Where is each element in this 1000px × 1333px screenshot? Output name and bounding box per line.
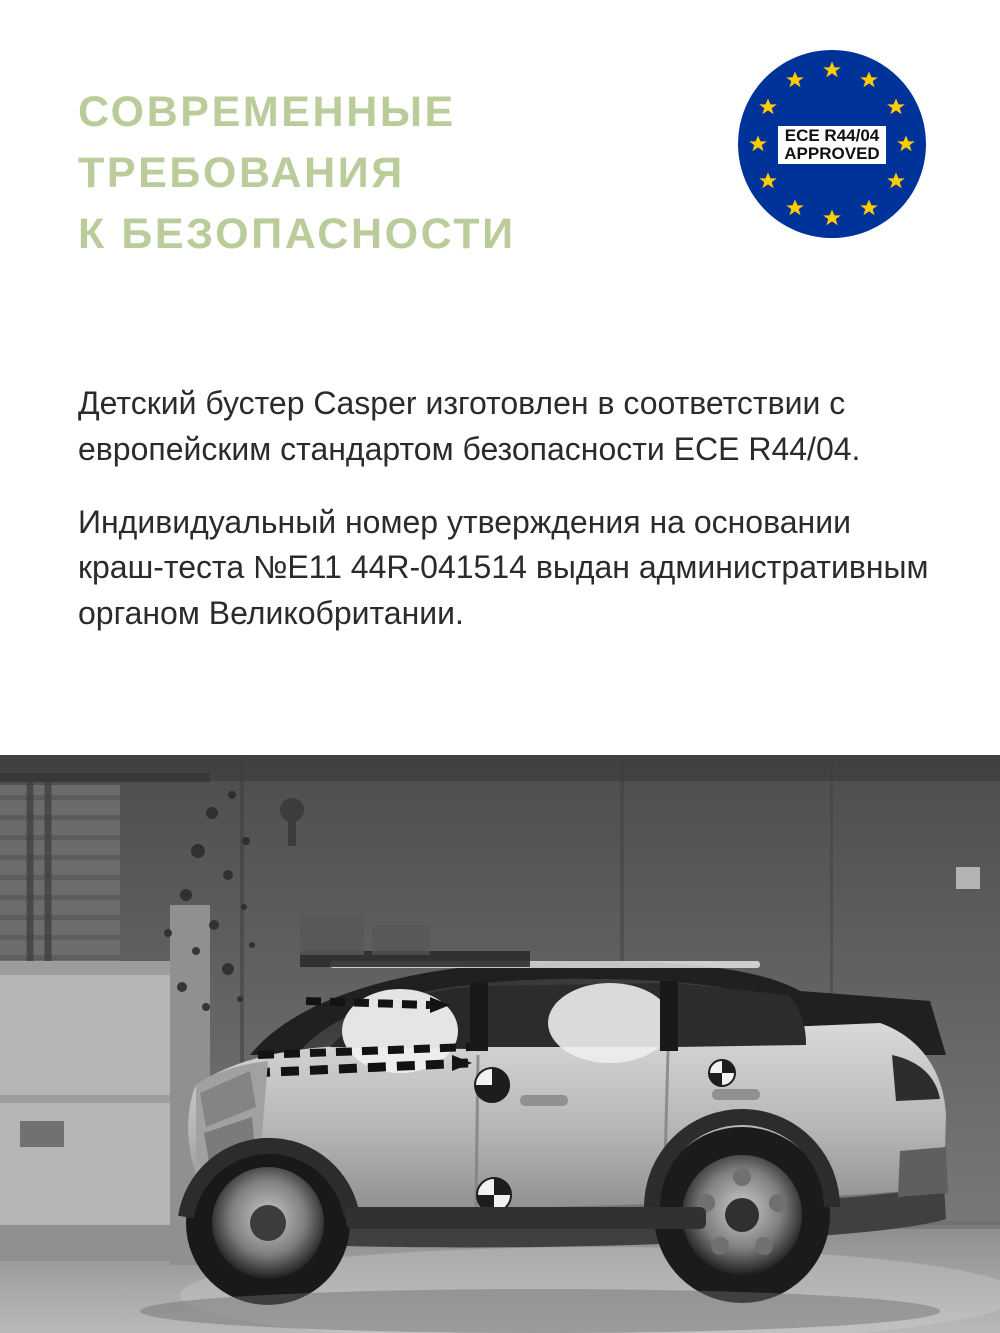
paragraph-standard: Детский бустер Casper изготовлен в соответствии с европейским стандартом безопасности ECE R44/04.: [78, 385, 861, 467]
ece-approved-badge: [736, 48, 928, 240]
headline-line-1: СОВРЕМЕННЫЕ: [78, 88, 456, 136]
badge-text-line-1: ECE R44/04: [784, 126, 880, 145]
badge-text-line-2: APPROVED: [784, 144, 880, 163]
page-title: [78, 60, 678, 265]
headline-line-3: К БЕЗОПАСНОСТИ: [78, 210, 516, 259]
crash-test-photo: [0, 755, 1000, 1333]
headline-line-2: ТРЕБОВАНИЯ: [78, 149, 405, 198]
paragraph-approval-number: Индивидуальный номер утверждения на основании краш-теста №E11 44R-041514 выдан административным органом Великобритании.: [78, 504, 929, 631]
body-copy: [78, 381, 930, 636]
